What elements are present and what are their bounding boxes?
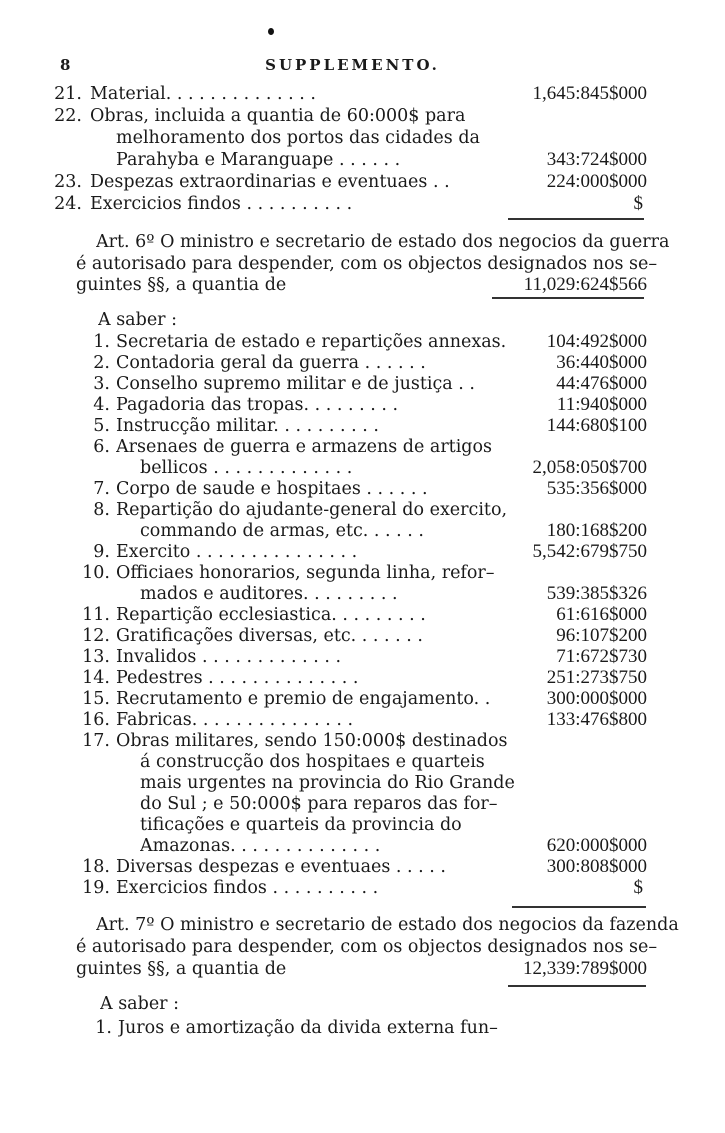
article-6-total: 11,029:624$566 (523, 274, 647, 295)
list-item: 5. Instrucção militar. . . . . . . . . . 144:680$100 (93, 415, 647, 436)
amount: $ (633, 193, 643, 214)
list-item: 18. Diversas despezas e eventuaes . . . . . 300:808$000 (82, 856, 647, 877)
list-item: 16. Fabricas. . . . . . . . . . . . . . . 133:476$800 (82, 709, 647, 730)
total-rule (492, 297, 644, 299)
list-item: 1. Juros e amortização da divida externa fun– (95, 1018, 498, 1038)
amount: 61:616$000 (556, 604, 647, 625)
list-item: 12. Gratificações diversas, etc. . . . . . . 96:107$200 (82, 625, 647, 646)
list-item: 3. Conselho supremo militar e de justiça . . 44:476$000 (93, 373, 647, 394)
running-head: SUPPLEMENTO. (265, 56, 440, 74)
list-item: 8. Repartição do ajudante-general do exercito, (93, 500, 508, 520)
list-item: 1. Secretaria de estado e repartições annexas. 104:492$000 (93, 331, 647, 352)
amount: 104:492$000 (546, 331, 647, 352)
amount: 2,058:050$700 (532, 457, 647, 478)
amount: 11:940$000 (556, 394, 647, 415)
total-rule (508, 985, 646, 987)
list-item: 22. Obras, incluida a quantia de 60:000$ para (54, 106, 466, 126)
list-item: 4. Pagadoria das tropas. . . . . . . . . 11:940$000 (93, 394, 647, 415)
list-item: 13. Invalidos . . . . . . . . . . . . . 71:672$730 (82, 646, 647, 667)
article-7-text: Art. 7º O ministro e secretario de estado dos negocios da fazenda (96, 915, 679, 935)
ink-speck (268, 28, 274, 35)
amount: $ (633, 877, 643, 898)
list-item: 17. Obras militares, sendo 150:000$ destinados (82, 731, 508, 751)
page-header (60, 56, 645, 78)
list-item: 19. Exercicios findos . . . . . . . . . . $ (82, 877, 643, 898)
amount: 300:808$000 (546, 856, 647, 877)
document-page: 8 SUPPLEMENTO. 21. Material. . . . . . . . . . . . . . 1,645:845$000 22. Obras, incluida a quantia de 60:000$ para melhoramento dos portos das cidades da Parahyba e Maranguape . . . . . . 343:724$000 23. Despezas extraordinarias e eventuaes . . 224:000$000 24. Exercicios findos . . . . . . . . . . $ Art. 6º O ministro e secretario de estado dos negocios da guerra é autorisado para despender, com os objectos designados nos se– guintes §§, a quantia de 11,029:624$566 A saber : 1. Secretaria de estado e repartições annexas. 104:492$000 2. Contadoria geral da guerra . . . . . . 36:440$000 3. Conselho supremo militar e de justiça . . 44:476$000 4. Pagadoria das tropas. . . . . . . . . 11:940$000 5. Instrucção militar. . . . . . . . . . 144:680$100 6. Arsenaes de guerra e armazens de artigos bellicos . . . . . . . . . . . . . 2,058:050$700 7. Corpo de saude e hospitaes . . . . . . 535:356$000 8. Repartição do ajudante-general do exercito, commando de armas, etc. . . . . . 180:168$200 9. Exercito . . . . . . . . . . . . . . . 5,542:679$750 10. Officiaes honorarios, segunda linha, refor– mados e auditores. . . . . . . . . 539:385$326 11. Repartição ecclesiastica. . . . . . . . . 61:616$000 12. Gratificações diversas, etc. . . . . . . 96:107$200 13. Invalidos . . . . . . . . . . . . . 71:672$730 14. Pedestres . . . . . . . . . . . . . . 251:273$750 15. Recrutamento e premio de engajamento. . 300:000$000 16. Fabricas. . . . . . . . . . . . . . . 133:476$800 17. Obras militares, sendo 150:000$ destinados á construcção dos hospitaes e quarteis mais urgentes na provincia do Rio Grande do Sul ; e 50:000$ para reparos das for– tificações e quarteis da provincia do Amazonas. . . . . . . . . . . . . . 620:000$000 18. Diversas despezas e eventuaes . . . . . 300:808$000 19. Exercicios findos . . . . . . . . . . $ Art. 7º O ministro e secretario de estado dos negocios da fazenda é autorisado para despender, com os objectos designados nos se– guintes §§, a quantia de 12,339:789$000 A saber : 1. Juros e amortização da divida externa fun– (0, 0, 725, 1133)
a-saber-label: A saber : (98, 310, 177, 330)
list-item: 7. Corpo de saude e hospitaes . . . . . . 535:356$000 (93, 478, 647, 499)
amount: 535:356$000 (546, 478, 647, 499)
list-item: 15. Recrutamento e premio de engajamento. . 300:000$000 (82, 688, 647, 709)
total-rule (508, 218, 644, 220)
amount: 300:000$000 (546, 688, 647, 709)
amount: 343:724$000 (546, 149, 647, 170)
amount: 1,645:845$000 (532, 83, 647, 104)
list-item: 24. Exercicios findos . . . . . . . . . . $ (54, 193, 643, 214)
amount: 180:168$200 (546, 520, 647, 541)
list-item: 14. Pedestres . . . . . . . . . . . . . . 251:273$750 (82, 667, 647, 688)
amount: 144:680$100 (546, 415, 647, 436)
list-item: 21. Material. . . . . . . . . . . . . . 1,645:845$000 (54, 83, 647, 104)
amount: 251:273$750 (546, 667, 647, 688)
amount: 539:385$326 (546, 583, 647, 604)
article-7-total: 12,339:789$000 (522, 958, 647, 979)
amount: 36:440$000 (556, 352, 647, 373)
list-item: 6. Arsenaes de guerra e armazens de artigos (93, 437, 493, 457)
amount: 5,542:679$750 (532, 541, 647, 562)
page-number: 8 (60, 56, 71, 74)
amount: 133:476$800 (546, 709, 647, 730)
amount: 96:107$200 (556, 625, 647, 646)
list-item: 9. Exercito . . . . . . . . . . . . . . . 5,542:679$750 (93, 541, 647, 562)
list-item: 10. Officiaes honorarios, segunda linha, refor– (82, 563, 495, 583)
amount: 71:672$730 (556, 646, 647, 667)
amount: 224:000$000 (546, 171, 647, 192)
a-saber-label: A saber : (100, 994, 179, 1014)
list-item: 11. Repartição ecclesiastica. . . . . . . . . 61:616$000 (82, 604, 647, 625)
article-6-text: Art. 6º O ministro e secretario de estado dos negocios da guerra (96, 232, 670, 252)
list-item: 23. Despezas extraordinarias e eventuaes . . 224:000$000 (54, 171, 647, 192)
amount: 44:476$000 (556, 373, 647, 394)
total-rule (512, 906, 646, 908)
amount: 620:000$000 (546, 835, 647, 856)
list-item: 2. Contadoria geral da guerra . . . . . . 36:440$000 (93, 352, 647, 373)
